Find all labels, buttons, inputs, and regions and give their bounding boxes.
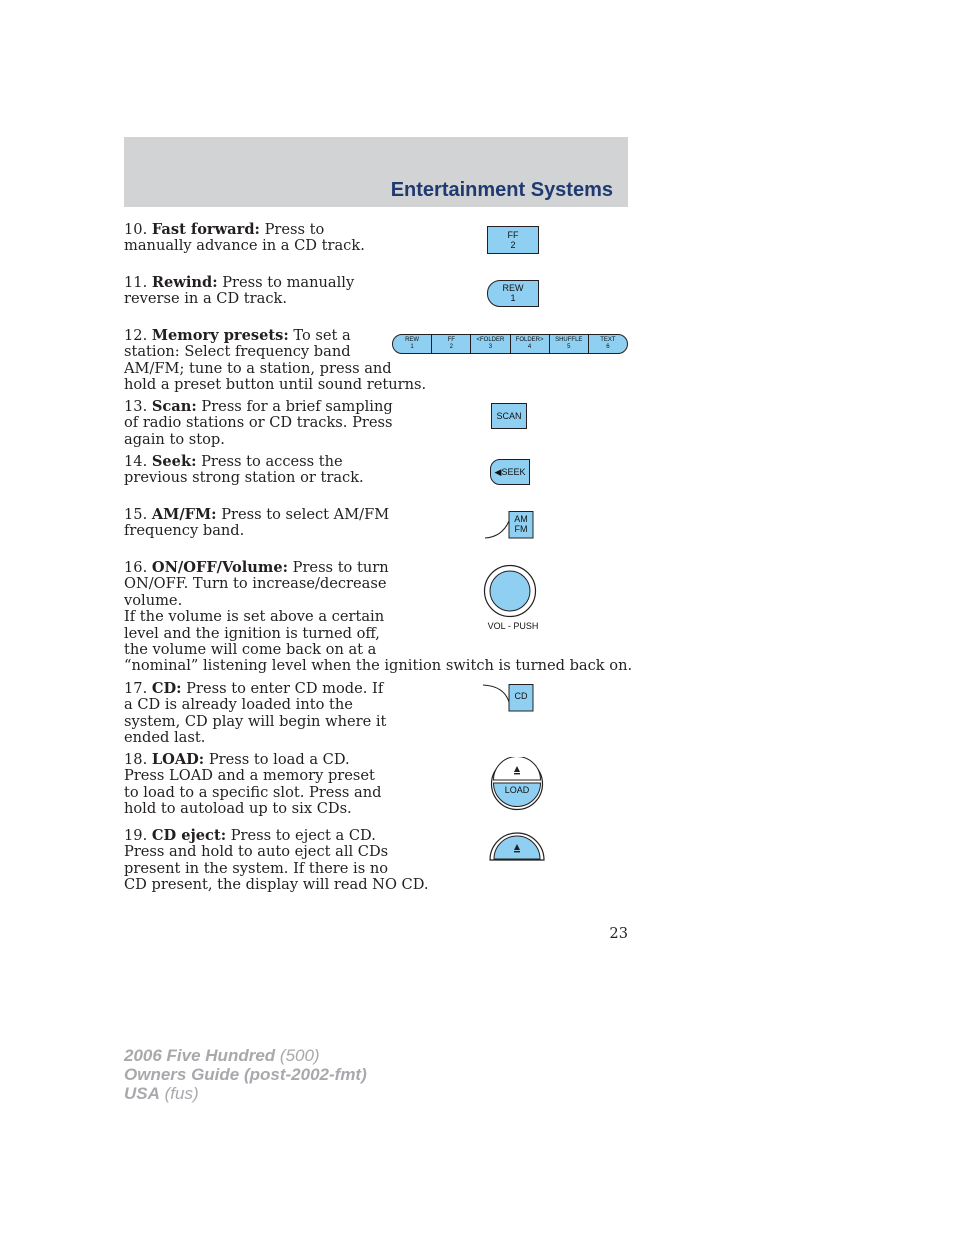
scan-button[interactable]: SCAN	[491, 403, 527, 429]
rew-button[interactable]: REW 1	[487, 280, 539, 307]
page-number: 23	[609, 925, 628, 942]
footer: 2006 Five Hundred (500) Owners Guide (post-2002-fmt) USA (fus)	[124, 1046, 367, 1103]
item-volume: 16. ON/OFF/Volume: Press to turn ON/OFF. Turn to increase/decrease volume. If the volume is set above a certain level and the ignition is turned off, the volume will come back on at a “nominal” listening level when the ignition switch is turned back on.	[124, 559, 633, 675]
item-load: 18. LOAD: Press to load a CD. Press LOAD and a memory preset to load to a specific slot. Press and hold to autoload up to six CDs.	[124, 751, 382, 818]
item-am-fm: 15. AM/FM: Press to select AM/FM frequency band.	[124, 506, 390, 540]
preset-button-3[interactable]: <FOLDER 3	[471, 335, 510, 353]
seek-left-arrow-icon: ◀	[494, 467, 502, 477]
cd-eject-button[interactable]	[489, 831, 545, 861]
preset-button-4[interactable]: FOLDER> 4	[511, 335, 550, 353]
load-button[interactable]: LOAD	[490, 757, 544, 811]
preset-button-5[interactable]: SHUFFLE 5	[550, 335, 589, 353]
eject-icon	[489, 831, 545, 861]
preset-button-6[interactable]: TEXT 6	[600, 337, 616, 350]
volume-knob-shape	[483, 564, 537, 618]
preset-buttons-strip	[392, 334, 628, 354]
section-header	[124, 137, 628, 207]
chevron-left-icon: <	[476, 337, 481, 343]
volume-knob[interactable]	[483, 564, 537, 618]
chevron-right-icon: >	[540, 337, 544, 343]
volume-label: VOL - PUSH	[487, 621, 539, 631]
ff-button[interactable]: FF 2	[487, 226, 539, 254]
preset-button-1[interactable]: REW 1	[393, 335, 432, 353]
seek-button[interactable]: ◀SEEK	[490, 459, 530, 485]
item-memory-presets: 12. Memory presets: To set a station: Select frequency band AM/FM; tune to a station, press and hold a preset button until sound returns.	[124, 327, 427, 394]
item-scan: 13. Scan: Press for a brief sampling of radio stations or CD tracks. Press again to stop.	[124, 398, 393, 448]
item-cd: 17. CD: Press to enter CD mode. If a CD is already loaded into the system, CD play will begin where it ended last.	[124, 680, 387, 747]
item-cd-eject: 19. CD eject: Press to eject a CD. Press and hold to auto eject all CDs present in the system. If there is no CD present, the display will read NO CD.	[124, 827, 429, 894]
item-fast-forward: 10. Fast forward: Press to manually advance in a CD track.	[124, 221, 365, 255]
am-fm-button[interactable]: AM FM	[484, 511, 534, 539]
load-button-shape	[490, 757, 544, 811]
preset-button-2[interactable]: FF 2	[432, 335, 471, 353]
item-seek: 14. Seek: Press to access the previous strong station or track.	[124, 453, 364, 487]
section-title: Entertainment Systems	[390, 179, 613, 201]
cd-button[interactable]: CD	[482, 684, 534, 712]
item-rewind: 11. Rewind: Press to manually reverse in a CD track.	[124, 274, 355, 308]
